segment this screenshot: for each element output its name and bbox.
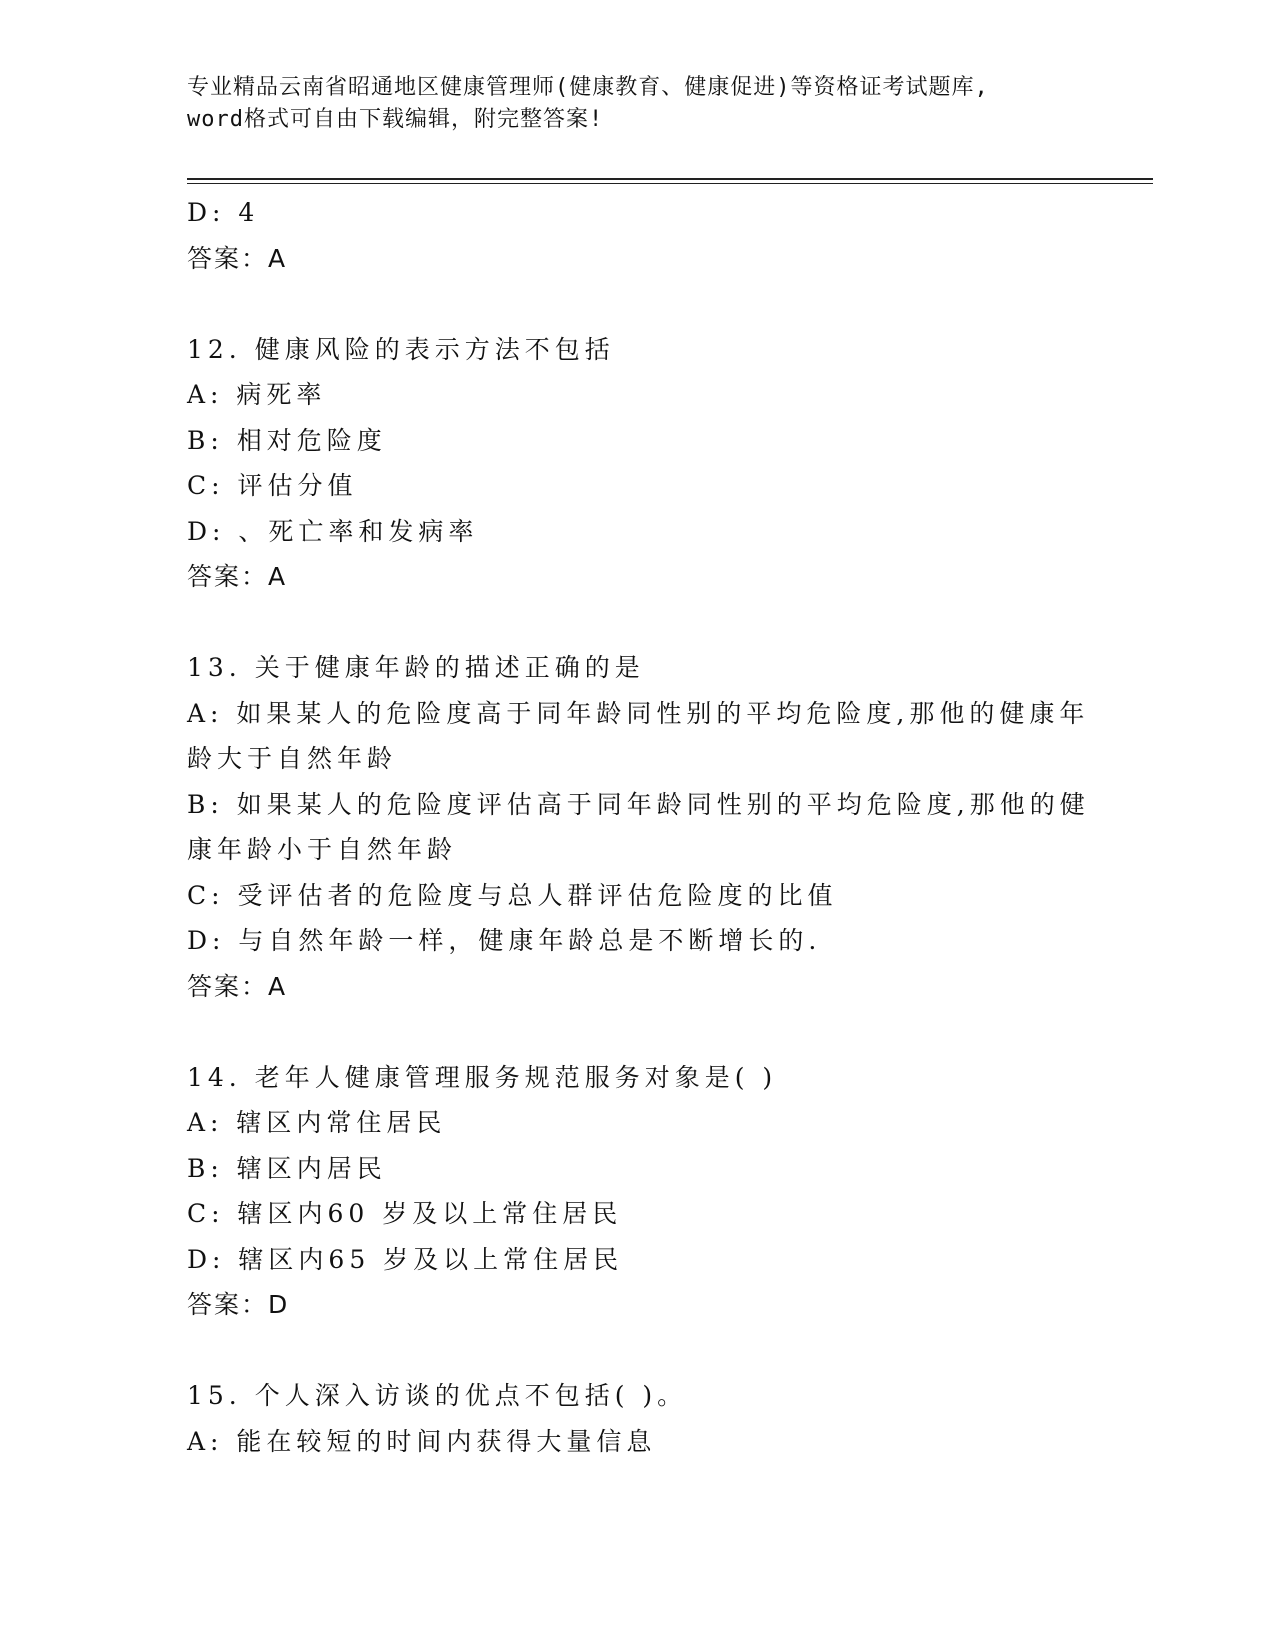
question-15 — [187, 1373, 1147, 1464]
previous-question-tail — [187, 190, 1147, 281]
option-c: C: 评估分值 — [187, 471, 358, 500]
answer-line: 答案：D — [187, 1290, 290, 1319]
option-b-line-2: 康年龄小于自然年龄 — [187, 835, 458, 864]
option-d: D: 与自然年龄一样，健康年龄总是不断增长的. — [187, 926, 822, 955]
header-title-line-1: 专业精品云南省昭通地区健康管理师(健康教育、健康促进)等资格证考试题库, — [187, 75, 989, 100]
option-c: C: 辖区内60 岁及以上常住居民 — [187, 1199, 623, 1228]
option-d: D: 、死亡率和发病率 — [187, 516, 479, 546]
spacer — [187, 1009, 1147, 1055]
option-d: D: 辖区内65 岁及以上常住居民 — [187, 1244, 624, 1274]
option-a: A: 辖区内常住居民 — [187, 1108, 447, 1137]
option-a: A: 病死率 — [187, 380, 327, 409]
question-13 — [187, 645, 1147, 1009]
option-b-line-1: B: 如果某人的危险度评估高于同年龄同性别的平均危险度,那他的健 — [187, 789, 1090, 819]
question-stem: 15. 个人深入访谈的优点不包括( )。 — [187, 1381, 688, 1410]
option-c: C: 受评估者的危险度与总人群评估危险度的比值 — [187, 880, 838, 910]
option-a-line-2: 龄大于自然年龄 — [187, 744, 398, 773]
question-stem: 13. 关于健康年龄的描述正确的是 — [187, 653, 645, 682]
option-b: B: 辖区内居民 — [187, 1153, 387, 1183]
document-header — [187, 72, 1087, 136]
option-a: A: 能在较短的时间内获得大量信息 — [187, 1426, 657, 1456]
answer-line: 答案：A — [187, 971, 288, 1001]
answer-line: 答案：A — [187, 243, 288, 273]
question-12 — [187, 327, 1147, 600]
question-14 — [187, 1055, 1147, 1328]
spacer — [187, 1328, 1147, 1374]
question-list — [187, 190, 1147, 1464]
spacer — [187, 600, 1147, 646]
header-title-line-2: word格式可自由下载编辑，附完整答案! — [187, 107, 604, 132]
question-stem: 14. 老年人健康管理服务规范服务对象是( ) — [187, 1062, 778, 1092]
question-stem: 12. 健康风险的表示方法不包括 — [187, 334, 615, 364]
option-b: B: 相对危险度 — [187, 425, 387, 455]
option-d: D: 4 — [187, 198, 260, 227]
spacer — [187, 281, 1147, 327]
header-divider-thin — [187, 183, 1153, 184]
answer-line: 答案：A — [187, 562, 288, 591]
header-divider-thick — [187, 178, 1153, 180]
option-a-line-1: A: 如果某人的危险度高于同年龄同性别的平均危险度,那他的健康年 — [187, 698, 1090, 728]
